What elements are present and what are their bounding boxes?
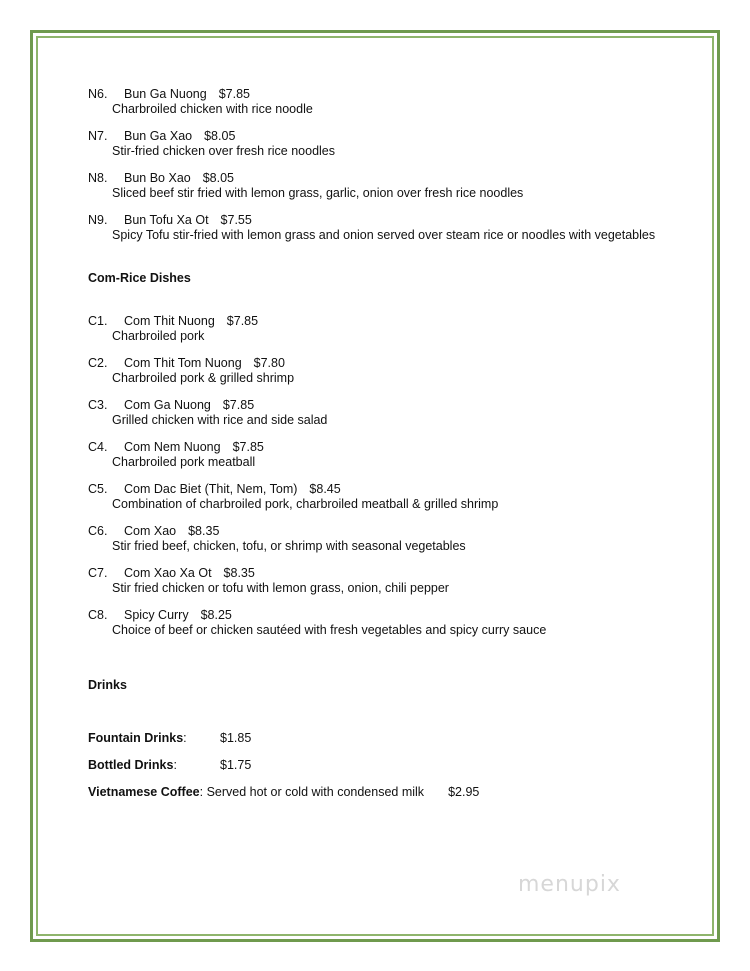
menu-item-name: Com Dac Biet (Thit, Nem, Tom): [124, 482, 298, 496]
menu-item-code: C8.: [88, 608, 108, 622]
menu-item-header: [88, 129, 688, 144]
menu-content: [88, 87, 688, 812]
menu-item-price: $7.85: [222, 398, 255, 412]
menu-item-code: C6.: [88, 524, 108, 538]
menu-item-code: C2.: [88, 356, 108, 370]
menu-item-code: C4.: [88, 440, 108, 454]
menu-item: [88, 608, 688, 638]
bottled-drinks-row: Bottled Drinks: $1.75: [88, 758, 252, 772]
menu-item-code: N9.: [88, 213, 108, 227]
menu-item: [88, 398, 688, 428]
menu-item: [88, 314, 688, 344]
menu-item-name: Com Thit Tom Nuong: [124, 356, 242, 370]
menu-item-code: C3.: [88, 398, 108, 412]
menu-item-header: [88, 314, 688, 329]
vietnamese-coffee-price: $2.95: [448, 785, 480, 799]
menu-item-name: Bun Ga Xao: [124, 129, 193, 143]
menu-item-description: Stir fried chicken or tofu with lemon grass, onion, chili pepper: [112, 581, 449, 595]
menu-item-price: $8.35: [188, 524, 220, 538]
bottled-drinks-label: Bottled Drinks: [88, 758, 174, 772]
menu-item-description: Charbroiled pork & grilled shrimp: [112, 371, 295, 385]
vietnamese-coffee-row: Vietnamese Coffee: Served hot or cold with condensed milk $2.95: [88, 785, 480, 799]
menu-item-header: [88, 87, 688, 102]
vietnamese-coffee-label: Vietnamese Coffee: [88, 785, 200, 799]
menu-item-price: $7.85: [232, 440, 264, 454]
menu-item-header: [88, 524, 688, 539]
menu-item-name: Com Thit Nuong: [124, 314, 215, 328]
menu-item-price: $8.05: [202, 171, 234, 185]
menu-item-header: [88, 566, 688, 581]
menu-item: [88, 524, 688, 554]
menu-item-price: $8.45: [309, 482, 341, 496]
menu-item-header: [88, 213, 688, 228]
menu-item: [88, 171, 688, 201]
menu-item-price: $7.85: [226, 314, 259, 328]
menu-item-price: $8.35: [223, 566, 255, 580]
menu-item-code: C1.: [88, 314, 108, 328]
menu-item-header: [88, 356, 688, 371]
menu-item-description: Grilled chicken with rice and side salad: [112, 413, 328, 427]
menu-item: [88, 129, 688, 159]
fountain-drinks-row: Fountain Drinks: $1.85: [88, 731, 252, 745]
menu-item-code: N7.: [88, 129, 108, 143]
menu-item-description: Choice of beef or chicken sautéed with fresh vegetables and spicy curry sauce: [112, 623, 547, 637]
menu-item-header: [88, 398, 688, 413]
menu-item-name: Com Xao Xa Ot: [124, 566, 212, 580]
menu-item-header: [88, 482, 688, 497]
menu-item: [88, 482, 688, 512]
menu-item-description: Stir fried beef, chicken, tofu, or shrimp with seasonal vegetables: [112, 539, 466, 553]
menu-item: [88, 440, 688, 470]
vietnamese-coffee-desc: Served hot or cold with condensed milk: [206, 785, 425, 799]
watermark-logo: menupix: [518, 872, 621, 897]
menu-item-name: Bun Ga Nuong: [124, 87, 207, 101]
menu-item-description: Charbroiled chicken with rice noodle: [112, 102, 313, 116]
menu-item-code: C5.: [88, 482, 108, 496]
menu-item-code: N6.: [88, 87, 108, 101]
menu-item: [88, 213, 688, 243]
menu-item-description: Charbroiled pork meatball: [112, 455, 256, 469]
menu-item-price: $7.55: [220, 213, 252, 227]
noodle-list: [88, 87, 688, 243]
menu-item-header: [88, 608, 688, 623]
fountain-drinks-label: Fountain Drinks: [88, 731, 184, 745]
menu-item-price: $8.25: [200, 608, 232, 622]
menu-item-price: $7.85: [218, 87, 250, 101]
menu-item-price: $8.05: [204, 129, 236, 143]
menu-item-description: Stir-fried chicken over fresh rice noodles: [112, 144, 336, 158]
menu-item-price: $7.80: [253, 356, 285, 370]
rice-section-title: Com-Rice Dishes: [88, 271, 191, 285]
menu-item-name: Com Ga Nuong: [124, 398, 211, 412]
menu-item-description: Charbroiled pork: [112, 329, 205, 343]
menu-item-name: Com Nem Nuong: [124, 440, 221, 454]
menu-item-name: Spicy Curry: [124, 608, 189, 622]
menu-item: [88, 87, 688, 117]
menu-item-name: Bun Tofu Xa Ot: [124, 213, 209, 227]
menu-item-header: [88, 440, 688, 455]
drinks-section-title: Drinks: [88, 678, 127, 692]
menu-item-name: Bun Bo Xao: [124, 171, 191, 185]
menu-item: [88, 356, 688, 386]
rice-list: [88, 314, 688, 638]
menu-item-description: Sliced beef stir fried with lemon grass, garlic, onion over fresh rice noodles: [112, 186, 524, 200]
fountain-drinks-price: $1.85: [220, 731, 252, 745]
menu-item: [88, 566, 688, 596]
menu-item-name: Com Xao: [124, 524, 177, 538]
menu-item-description: Combination of charbroiled pork, charbroiled meatball & grilled shrimp: [112, 497, 499, 511]
menu-item-header: [88, 171, 688, 186]
menu-item-code: C7.: [88, 566, 108, 580]
menu-item-code: N8.: [88, 171, 108, 185]
bottled-drinks-price: $1.75: [220, 758, 252, 772]
menu-item-description: Spicy Tofu stir-fried with lemon grass and onion served over steam rice or noodles with vegetables: [112, 228, 656, 242]
